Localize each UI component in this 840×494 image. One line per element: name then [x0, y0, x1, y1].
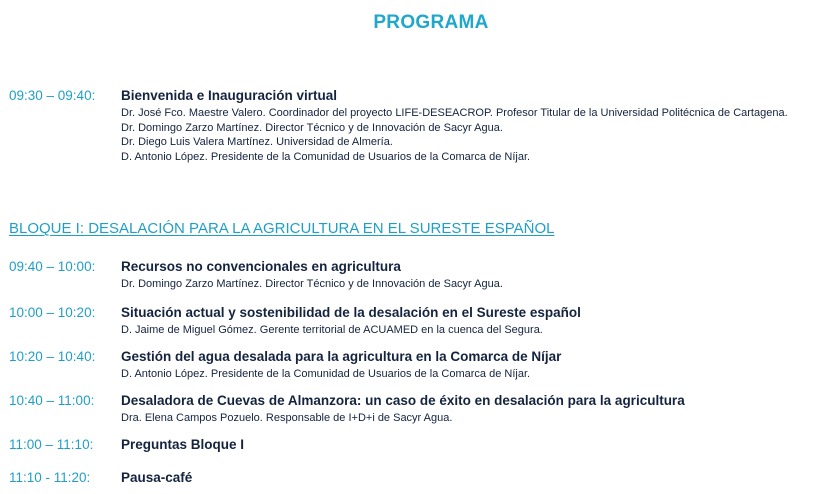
- opening-speakers: [121, 106, 837, 164]
- session-speaker: Dr. Domingo Zarzo Martínez. Director Técnico y de Innovación de Sacyr Agua.: [121, 278, 503, 290]
- session-time: 11:00 – 11:10:: [9, 437, 94, 452]
- session-time: 10:20 – 10:40:: [9, 349, 96, 364]
- session-speaker: Dra. Elena Campos Pozuelo. Responsable de I+D+i de Sacyr Agua.: [121, 412, 453, 424]
- speaker-line: Dr. José Fco. Maestre Valero. Coordinador del proyecto LIFE-DESEACROP. Profesor Titular de la Universidad Politécnica de Cartagena.: [121, 107, 788, 119]
- block-title: BLOQUE I: DESALACIÓN PARA LA AGRICULTURA EN EL SURESTE ESPAÑOL: [9, 220, 555, 237]
- session-speaker: D. Jaime de Miguel Gómez. Gerente territorial de ACUAMED en la cuenca del Segura.: [121, 324, 543, 336]
- session-time: 11:10 - 11:20:: [9, 470, 91, 485]
- speaker-line: Dr. Domingo Zarzo Martínez. Director Técnico y de Innovación de Sacyr Agua.: [121, 121, 503, 134]
- session-speaker: D. Antonio López. Presidente de la Comunidad de Usuarios de la Comarca de Níjar.: [121, 368, 531, 380]
- session-heading: Desaladora de Cuevas de Almanzora: un caso de éxito en desalación para la agricultura: [121, 393, 685, 408]
- opening-time: 09:30 – 09:40:: [9, 88, 96, 103]
- opening-heading: Bienvenida e Inauguración virtual: [121, 88, 338, 103]
- session-time: 10:40 – 11:00:: [9, 393, 95, 408]
- session-time: 09:40 – 10:00:: [9, 259, 96, 274]
- session-heading: Situación actual y sostenibilidad de la desalación en el Sureste español: [121, 305, 581, 320]
- page-title: PROGRAMA: [373, 12, 489, 33]
- speaker-line: Dr. Diego Luis Valera Martínez. Universidad de Almería.: [121, 136, 393, 148]
- speaker-line: D. Antonio López. Presidente de la Comunidad de Usuarios de la Comarca de Níjar.: [121, 150, 531, 163]
- session-heading: Recursos no convencionales en agricultura: [121, 259, 401, 274]
- session-heading: Preguntas Bloque I: [121, 437, 245, 452]
- session-heading: Gestión del agua desalada para la agricultura en la Comarca de Níjar: [121, 349, 562, 364]
- session-heading: Pausa-café: [121, 470, 193, 485]
- session-time: 10:00 – 10:20:: [9, 305, 96, 320]
